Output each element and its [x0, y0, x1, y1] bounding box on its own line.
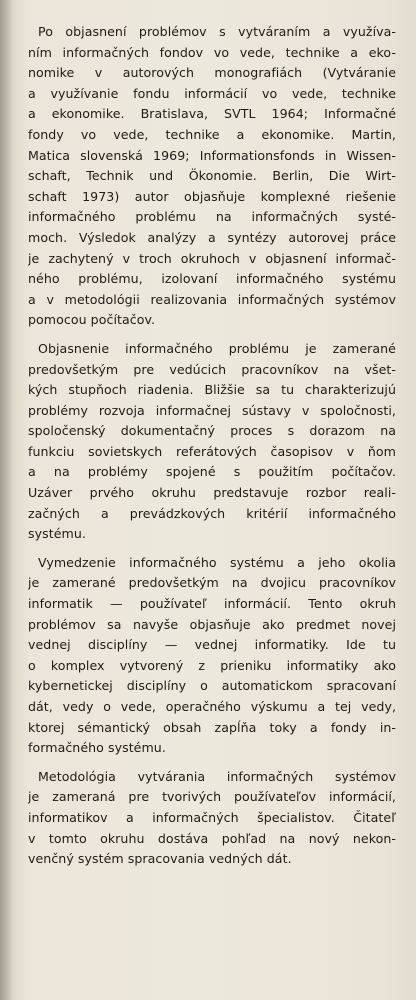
text-line: nomike v autorových monografiách (Vytváranie: [28, 65, 396, 81]
text-line: je zachytený v troch okruhoch v objasnení informač-: [28, 250, 396, 266]
text-line: Metodológia vytvárania informačných systémov: [38, 768, 396, 784]
text-line: fondy vo vede, technike a ekonomike. Martin,: [28, 126, 396, 142]
text-line: schaft, Technik und Ökonomie. Berlin, Die Wirt-: [28, 168, 396, 184]
paragraph-4: [28, 767, 396, 870]
text-line: funkciu sovietskych referátových časopisov v ňom: [28, 443, 396, 459]
text-line: venčný systém spracovania vedných dát.: [28, 851, 292, 867]
text-line: v tomto okruhu dostáva pohľad na nový nekon-: [28, 830, 396, 846]
text-line: Objasnenie informačného problému je zamerané: [38, 340, 396, 356]
text-line: o komplex vytvorený z prieniku informatiky ako: [28, 657, 396, 673]
text-line: je zameraná pre tvorivých používateľov informácií,: [28, 789, 396, 805]
page-spine-shadow: [0, 0, 14, 1000]
text-line: a ekonomike. Bratislava, SVTL 1964; Informačné: [28, 106, 396, 122]
text-line: schaft 1973) autor objasňuje komplexné riešenie: [28, 188, 396, 204]
text-line: Po objasnení problémov s vytváraním a využíva-: [38, 24, 396, 39]
text-line: dát, vedy o vede, operačného výskumu a tej vedy,: [28, 699, 396, 714]
paragraph-3: [28, 553, 396, 759]
text-line: a na problémy spojené s použitím počítačov.: [28, 464, 396, 480]
text-line: problémov sa navyše objasňuje ako predmet novej: [28, 616, 396, 632]
text-line: a využívanie fondu informácií vo vede, technike: [28, 85, 396, 101]
text-line: formačného systému.: [28, 740, 166, 756]
text-line: je zamerané predovšetkým na dvojicu pracovníkov: [28, 575, 396, 591]
text-line: systému.: [28, 526, 86, 542]
text-line: informačného problému na informačných systé-: [28, 209, 396, 225]
text-line: moch. Výsledok analýzy a syntézy autorovej práce: [28, 229, 396, 245]
text-line: Uzáver prvého okruhu predstavuje rozbor reali-: [28, 485, 396, 501]
text-line: ním informačných fondov vo vede, technike a eko-: [28, 44, 396, 60]
body-text: [28, 22, 396, 878]
paragraph-2: [28, 339, 396, 545]
text-line: kých stupňoch riadenia. Bližšie sa tu charakterizujú: [28, 382, 396, 398]
text-line: a v metodológii realizovania informačných systémov: [28, 291, 396, 307]
text-line: Matica slovenská 1969; Informationsfonds in Wissen-: [28, 147, 396, 163]
text-line: spoločenský dokumentačný proces s dorazom na: [28, 423, 396, 439]
text-line: kybernetickej disciplíny o automatickom spracovaní: [28, 678, 396, 694]
text-line: pomocou počítačov.: [28, 312, 156, 328]
text-line: predovšetkým pre vedúcich pracovníkov na všet-: [28, 361, 396, 377]
text-line: vednej disciplíny — vednej informatiky. Ide tu: [28, 637, 396, 653]
paragraph-1: [28, 22, 396, 331]
text-line: informatik — používateľ informácií. Tento okruh: [28, 596, 396, 612]
text-line: ktorej sémantický obsah zapĺňa toky a fondy in-: [28, 719, 396, 735]
text-line: ného problému, izolovaní informačného systému: [28, 271, 396, 287]
text-line: problémy rozvoja informačnej sústavy v spoločnosti,: [28, 402, 396, 418]
text-line: začných a prevádzkových kritérií informačného: [28, 505, 396, 521]
text-line: Vymedzenie informačného systému a jeho okolia: [38, 554, 396, 570]
text-line: informatikov a informačných špecialistov. Čitateľ: [28, 809, 396, 825]
